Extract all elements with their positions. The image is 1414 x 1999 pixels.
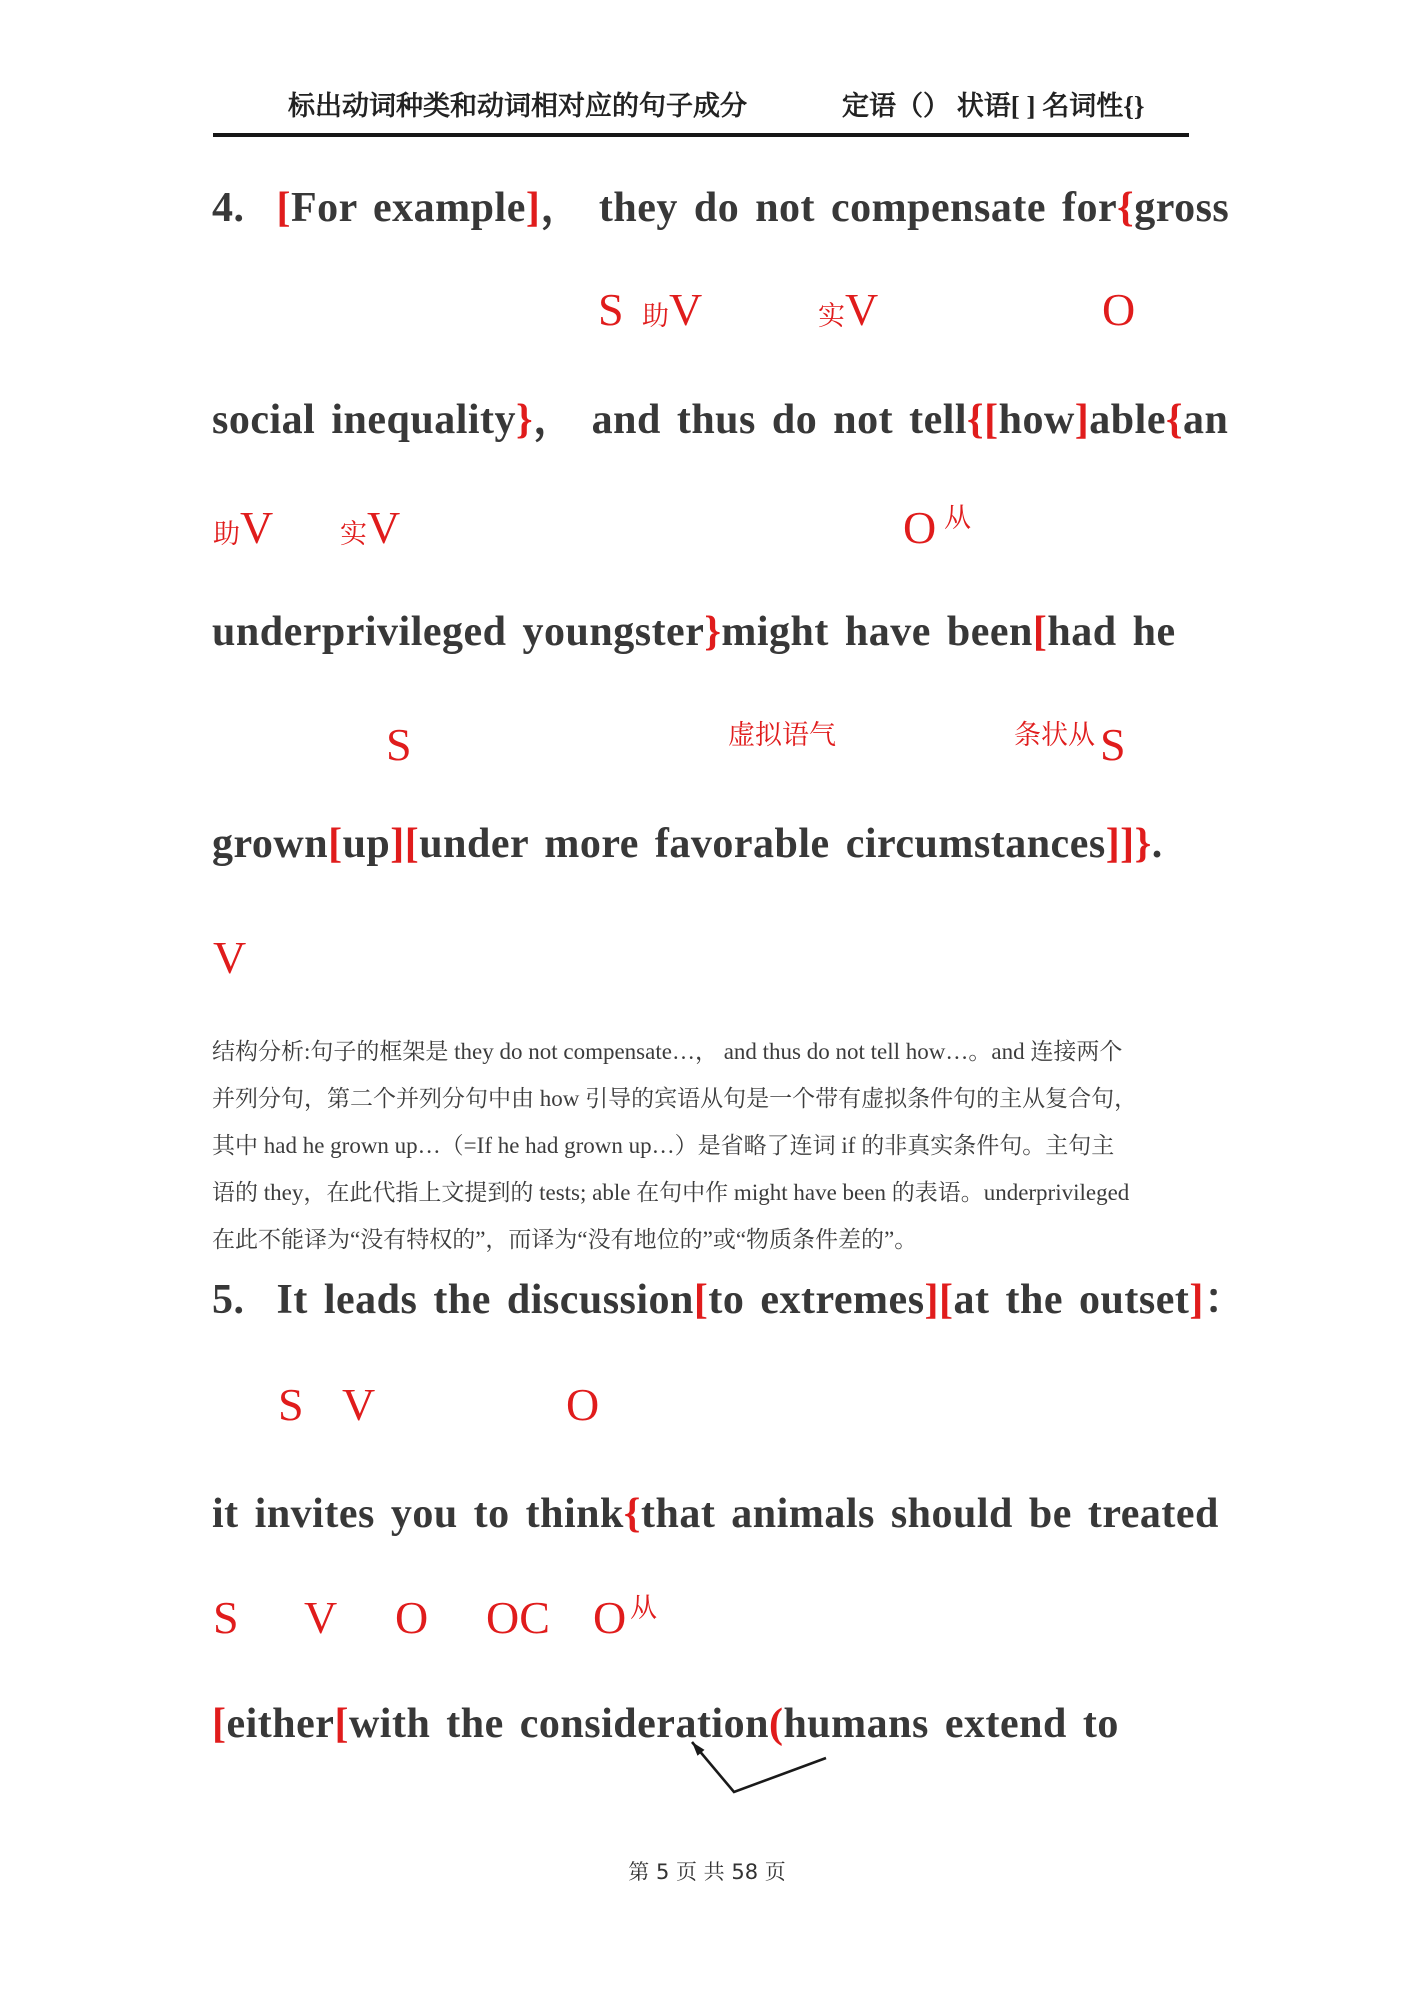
item5-sentence-line-2 [212,1490,1219,1538]
annotation-label: 实V [818,284,879,335]
footer-page-number: 第 5 页 共 58 页 [628,1860,786,1884]
sentence-text: under more favorable circumstances [419,821,1106,867]
item4-annotation-row-1 [0,284,1414,347]
grammar-bracket: [ [328,821,343,867]
annotation-label: 条状从 [1014,720,1095,750]
item4-sentence-line-1 [212,184,1229,232]
grammar-bracket: ( [768,1701,784,1747]
sentence-text: had he [1047,609,1176,655]
item4-analysis-paragraph [212,1028,1202,1263]
annotation-label: S [1100,719,1126,770]
annotation-label: O [593,1592,627,1643]
grammar-bracket: [ [276,185,291,231]
grammar-bracket: [ [693,1277,709,1323]
analysis-line: 结构分析:句子的框架是 they do not compensate…， and thus do not tell how…。and 连接两个 [212,1039,1123,1064]
sentence-text: at the outset [953,1277,1190,1323]
analysis-line: 在此不能译为“没有特权的”，而译为“没有地位的”或“物质条件差的”。 [212,1227,918,1252]
annotation-label: 助V [642,284,703,335]
analysis-line: 语的 they，在此代指上文提到的 tests; able 在句中作 might have been 的表语。underprivileged [212,1180,1130,1205]
sentence-text: underprivileged youngster [212,609,705,655]
sentence-text: how [998,397,1075,443]
sentence-text: might have been [721,609,1033,655]
sentence-text: ， they do not compensate for [540,185,1118,231]
grammar-bracket: ][ [390,821,420,867]
sentence-text: with the consideration [348,1701,769,1747]
annotation-label: S [278,1379,304,1430]
header-rule [213,133,1189,137]
annotation-label: O [903,502,937,553]
item5-annotation-row-2 [0,1592,1414,1655]
grammar-bracket: { [1165,397,1184,443]
header-right-label: 定语（） 状语[ ] 名词性{} [842,91,1145,121]
sentence-text: up [342,821,391,867]
sentence-text: 5. It leads the discussion [212,1277,694,1323]
grammar-bracket: ] [1189,1277,1204,1323]
sentence-text: that animals should be treated [640,1491,1219,1537]
annotation-label: S [213,1592,239,1643]
sentence-text: . [1151,821,1163,867]
item4-annotation-row-4 [0,932,1414,995]
annotation-arrow-icon [660,1728,860,1808]
annotation-label: 助V [213,502,274,553]
item4-annotation-row-3 [0,719,1414,782]
annotation-label: 从 [944,503,971,533]
sentence-text: gross [1134,185,1230,231]
item5-sentence-line-1 [212,1276,1246,1324]
sentence-text: ： [1203,1277,1247,1323]
grammar-bracket: [ [212,1701,227,1747]
header-left-label: 标出动词种类和动词相对应的句子成分 [288,91,747,121]
sentence-text: able [1089,397,1166,443]
sentence-text: either [226,1701,335,1747]
annotation-label: V [304,1592,338,1643]
grammar-bracket: { [1117,185,1135,231]
sentence-text: grown [212,821,329,867]
grammar-bracket: } [704,609,722,655]
item4-sentence-line-2 [212,396,1228,444]
grammar-bracket: {[ [967,397,999,443]
grammar-bracket: ] [525,185,541,231]
analysis-line: 其中 had he grown up…（=If he had grown up…）是省略了连词 if 的非真实条件句。主句主 [212,1133,1115,1158]
sentence-text: For example [291,185,526,231]
grammar-bracket: ] [1074,397,1090,443]
item4-sentence-line-3 [212,608,1176,656]
item4-sentence-line-4 [212,820,1163,868]
annotation-label: S [386,719,412,770]
sentence-text: social inequality [212,397,517,443]
annotation-label: 实V [340,502,401,553]
item5-annotation-row-1 [0,1379,1414,1442]
annotation-label: V [342,1379,376,1430]
item4-annotation-row-2 [0,502,1414,565]
grammar-bracket: ][ [924,1277,954,1323]
annotation-label: S [598,284,624,335]
grammar-bracket: } [516,397,534,443]
grammar-bracket: ]]} [1105,821,1152,867]
grammar-bracket: { [623,1491,641,1537]
sentence-text: to extremes [708,1277,925,1323]
annotation-label: V [213,932,247,983]
sentence-text: an [1183,397,1229,443]
sentence-text: ， and thus do not tell [533,397,968,443]
sentence-text: it invites you to think [212,1491,624,1537]
analysis-line: 并列分句，第二个并列分句中由 how 引导的宾语从句是一个带有虚拟条件句的主从复合句， [212,1086,1138,1111]
annotation-label: 虚拟语气 [728,720,836,750]
annotation-label: O [395,1592,429,1643]
grammar-bracket: [ [334,1701,349,1747]
annotation-label: OC [486,1592,550,1643]
sentence-text: 4. [212,185,277,231]
annotation-label: 从 [630,1593,657,1623]
annotation-label: O [1102,284,1136,335]
annotation-label: O [566,1379,600,1430]
sentence-text: humans extend to [783,1701,1119,1747]
grammar-bracket: [ [1032,609,1048,655]
